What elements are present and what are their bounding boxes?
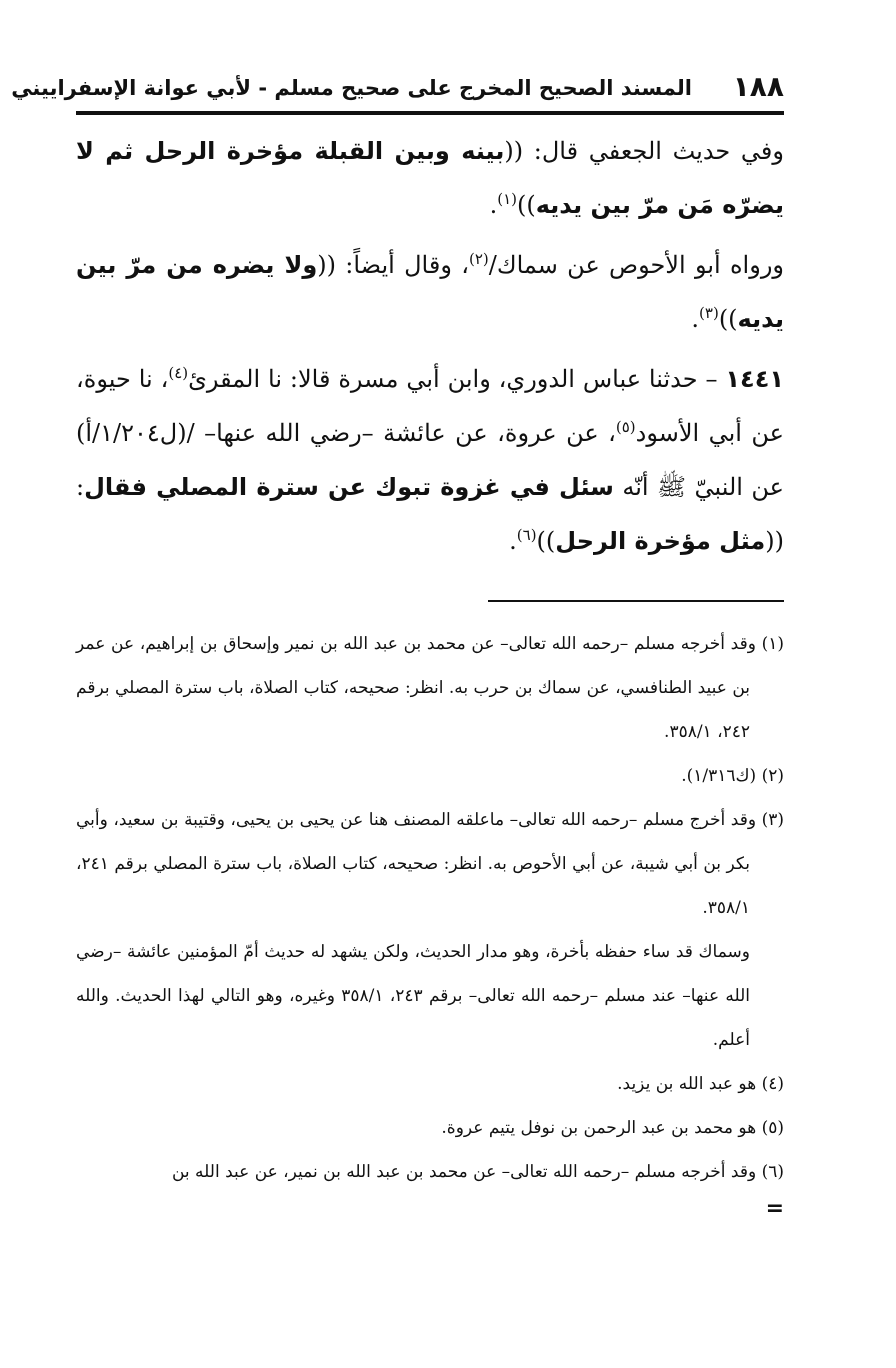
paragraph-3-text-5: )) bbox=[536, 527, 556, 555]
footnote-text: وقد أخرج مسلم –رحمه الله تعالى– ماعلقه المصنف هنا عن يحيى بن يحيى، وقتيبة بن سعيد، وأبي بكر بن أبي شيبة، عن أبي الأحوص به. انظر: صحيحه، كتاب الصلاة، باب سترة المصلي برقم ٢٤١، ٣٥٨/١. bbox=[76, 810, 757, 918]
continuation-mark: = bbox=[765, 1196, 784, 1221]
footnote-2 bbox=[76, 754, 784, 798]
footnote-label: (٣) bbox=[761, 810, 784, 830]
running-title: المسند الصحيح المخرج على صحيح مسلم - لأبي عوانة الإسفراييني bbox=[11, 76, 692, 100]
footnote-3 bbox=[76, 798, 784, 930]
note-ref-4[interactable]: (٤) bbox=[168, 364, 189, 382]
paragraph-2-middle: ، وقال أيضاً: (( bbox=[317, 251, 469, 279]
footnote-text: هو عبد الله بن يزيد. bbox=[617, 1074, 757, 1094]
paragraph-3-text-3: ، عن عروة، عن عائشة –رضي الله عنها– /(ل١/٢٠٤/أ) عن النبيّ ﷺ أنّه bbox=[76, 419, 784, 501]
paragraph-1-quote: بينه وبين القبلة مؤخرة الرحل ثم لا يضرّه مَن مرّ بين يديه bbox=[76, 137, 784, 219]
hadith-number: ١٤٤١ bbox=[725, 365, 784, 393]
paragraph-2 bbox=[76, 238, 784, 346]
footnote-extra-text: وسماك قد ساء حفظه بأخرة، وهو مدار الحديث، ولكن يشهد له حديث أمّ المؤمنين عائشة –رضي الله عنها– عند مسلم –رحمه الله تعالى– برقم ٢٤٣، ٣٥٨/١ وغيره، وهو التالي لهذا الحديث. والله أعلم. bbox=[76, 942, 750, 1050]
footnote-3-continuation bbox=[76, 930, 784, 1062]
footnote-6 bbox=[76, 1150, 784, 1194]
footnote-label: (٤) bbox=[761, 1074, 784, 1094]
page-number: ١٨٨ bbox=[732, 70, 784, 103]
paragraph-2-before: ورواه أبو الأحوص عن سماك/ bbox=[488, 251, 784, 279]
paragraph-2-quote: ولا يضره من مرّ بين يديه bbox=[76, 251, 784, 333]
paragraph-3 bbox=[76, 352, 784, 568]
footnote-text: وقد أخرجه مسلم –رحمه الله تعالى– عن محمد بن عبد الله بن نمير وإسحاق بن إبراهيم، عن عمر بن عبيد الطنافسي، عن سماك بن حرب به. انظر: صحيحه، كتاب الصلاة، باب سترة المصلي برقم ٢٤٢، ٣٥٨/١. bbox=[76, 634, 756, 742]
footnote-5 bbox=[76, 1106, 784, 1150]
paragraph-3-text-1: – حدثنا عباس الدوري، وابن أبي مسرة قالا: نا المقرئ bbox=[188, 365, 718, 393]
paragraph-2-end: . bbox=[691, 305, 700, 333]
footnote-1 bbox=[76, 622, 784, 754]
footnote-text: (ك١/٣١٦). bbox=[681, 766, 757, 786]
footnotes bbox=[76, 622, 784, 1224]
paragraph-3-bold-2: مثل مؤخرة الرحل bbox=[555, 527, 766, 555]
footnote-text: هو محمد بن عبد الرحمن بن نوفل يتيم عروة. bbox=[441, 1118, 757, 1138]
paragraph-3-text-4: : (( bbox=[76, 473, 784, 555]
paragraph-3-text-2: ، نا حيوة، عن أبي الأسود bbox=[76, 365, 785, 447]
page-header bbox=[11, 68, 784, 108]
paragraph-3-bold-1: سئل في غزوة تبوك عن سترة المصلي فقال bbox=[84, 473, 614, 501]
footnote-4 bbox=[76, 1062, 784, 1106]
footnote-text: وقد أخرجه مسلم –رحمه الله تعالى– عن محمد بن عبد الله بن نمير، عن عبد الله بن bbox=[171, 1162, 757, 1182]
note-ref-1[interactable]: (١) bbox=[497, 190, 517, 208]
paragraph-2-after: )) bbox=[718, 305, 738, 333]
footnote-separator bbox=[488, 600, 784, 602]
note-ref-6[interactable]: (٦) bbox=[516, 526, 537, 544]
note-ref-5[interactable]: (٥) bbox=[615, 418, 636, 436]
footnote-label: (٢) bbox=[761, 766, 784, 786]
note-ref-2[interactable]: (٢) bbox=[468, 250, 489, 268]
footnote-label: (٦) bbox=[761, 1162, 784, 1182]
paragraph-1-before: وفي حديث الجعفي قال: (( bbox=[504, 137, 784, 165]
footnote-label: (١) bbox=[761, 634, 785, 654]
header-rule bbox=[76, 111, 784, 115]
footnote-label: (٥) bbox=[761, 1118, 784, 1138]
paragraph-1-end: . bbox=[489, 191, 498, 219]
paragraph-1-after: )) bbox=[516, 191, 536, 219]
note-ref-3[interactable]: (٣) bbox=[699, 304, 719, 322]
main-text bbox=[76, 124, 784, 568]
paragraph-3-end: . bbox=[509, 527, 517, 555]
paragraph-1 bbox=[76, 124, 784, 232]
